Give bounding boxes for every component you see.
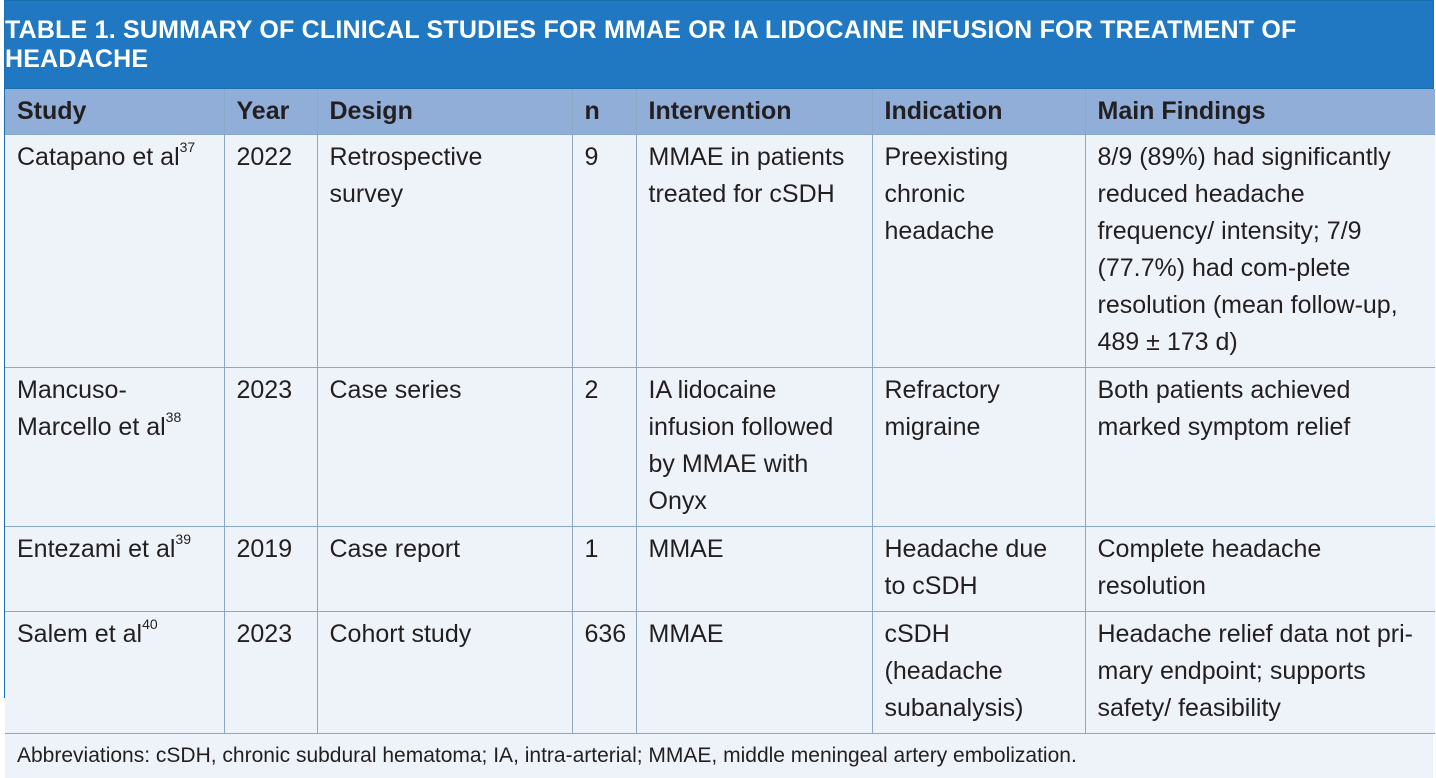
table-row [5,134,1435,367]
cell-design: Case series [317,367,572,526]
table-title: TABLE 1. SUMMARY OF CLINICAL STUDIES FOR MMAE OR IA LIDOCAINE INFUSION FOR TREATMENT OF HEADACHE [5,1,1433,89]
header-year: Year [224,89,317,134]
cell-design: Retrospective survey [317,134,572,367]
header-indication: Indication [872,89,1085,134]
header-design: Design [317,89,572,134]
header-row [5,89,1435,134]
cell-findings: Headache relief data not pri-mary endpoint; supports safety/ feasibility [1085,611,1435,733]
cell-study: Entezami et $al^{39}$ [5,526,224,611]
reference-superscript: 37 [179,139,196,156]
cell-indication: Headache due to cSDH [872,526,1085,611]
header-n: n [572,89,636,134]
cell-intervention: IA lidocaine infusion followed by MMAE with Onyx [636,367,872,526]
abbreviations-footnote: Abbreviations: cSDH, chronic subdural hematoma; IA, intra-arterial; MMAE, middle meningeal artery embolization. [5,734,1433,778]
cell-n: 2 [572,367,636,526]
studies-table [5,89,1435,734]
cell-year: 2022 [224,134,317,367]
cell-year: 2019 [224,526,317,611]
cell-study: Salem et $al^{40}$ [5,611,224,733]
cell-study: Catapano et $al^{37}$ [5,134,224,367]
cell-intervention: MMAE in patients treated for cSDH [636,134,872,367]
header-main-findings: Main Findings [1085,89,1435,134]
reference-superscript: 38 [165,409,182,426]
cell-study: Mancuso-Marcello et $al^{38}$ [5,367,224,526]
cell-year: 2023 [224,367,317,526]
cell-intervention: MMAE [636,611,872,733]
reference-superscript: 39 [175,531,191,548]
table-row [5,367,1435,526]
reference-superscript: 40 [142,616,158,633]
cell-indication: Refractory migraine [872,367,1085,526]
cell-intervention: MMAE [636,526,872,611]
cell-design: Case report [317,526,572,611]
cell-n: 636 [572,611,636,733]
header-intervention: Intervention [636,89,872,134]
cell-findings: Complete headache resolution [1085,526,1435,611]
cell-n: 9 [572,134,636,367]
cell-findings: 8/9 (89%) had significantly reduced headache frequency/ intensity; 7/9 (77.7%) had com-plete resolution (mean follow-up, 489 ± 173 d) [1085,134,1435,367]
cell-design: Cohort study [317,611,572,733]
header-study: Study [5,89,224,134]
table-row [5,611,1435,733]
cell-findings: Both patients achieved marked symptom relief [1085,367,1435,526]
cell-indication: cSDH (headache subanalysis) [872,611,1085,733]
table-container [4,0,1434,767]
cell-year: 2023 [224,611,317,733]
cell-n: 1 [572,526,636,611]
table-row [5,526,1435,611]
cell-indication: Preexisting chronic headache [872,134,1085,367]
